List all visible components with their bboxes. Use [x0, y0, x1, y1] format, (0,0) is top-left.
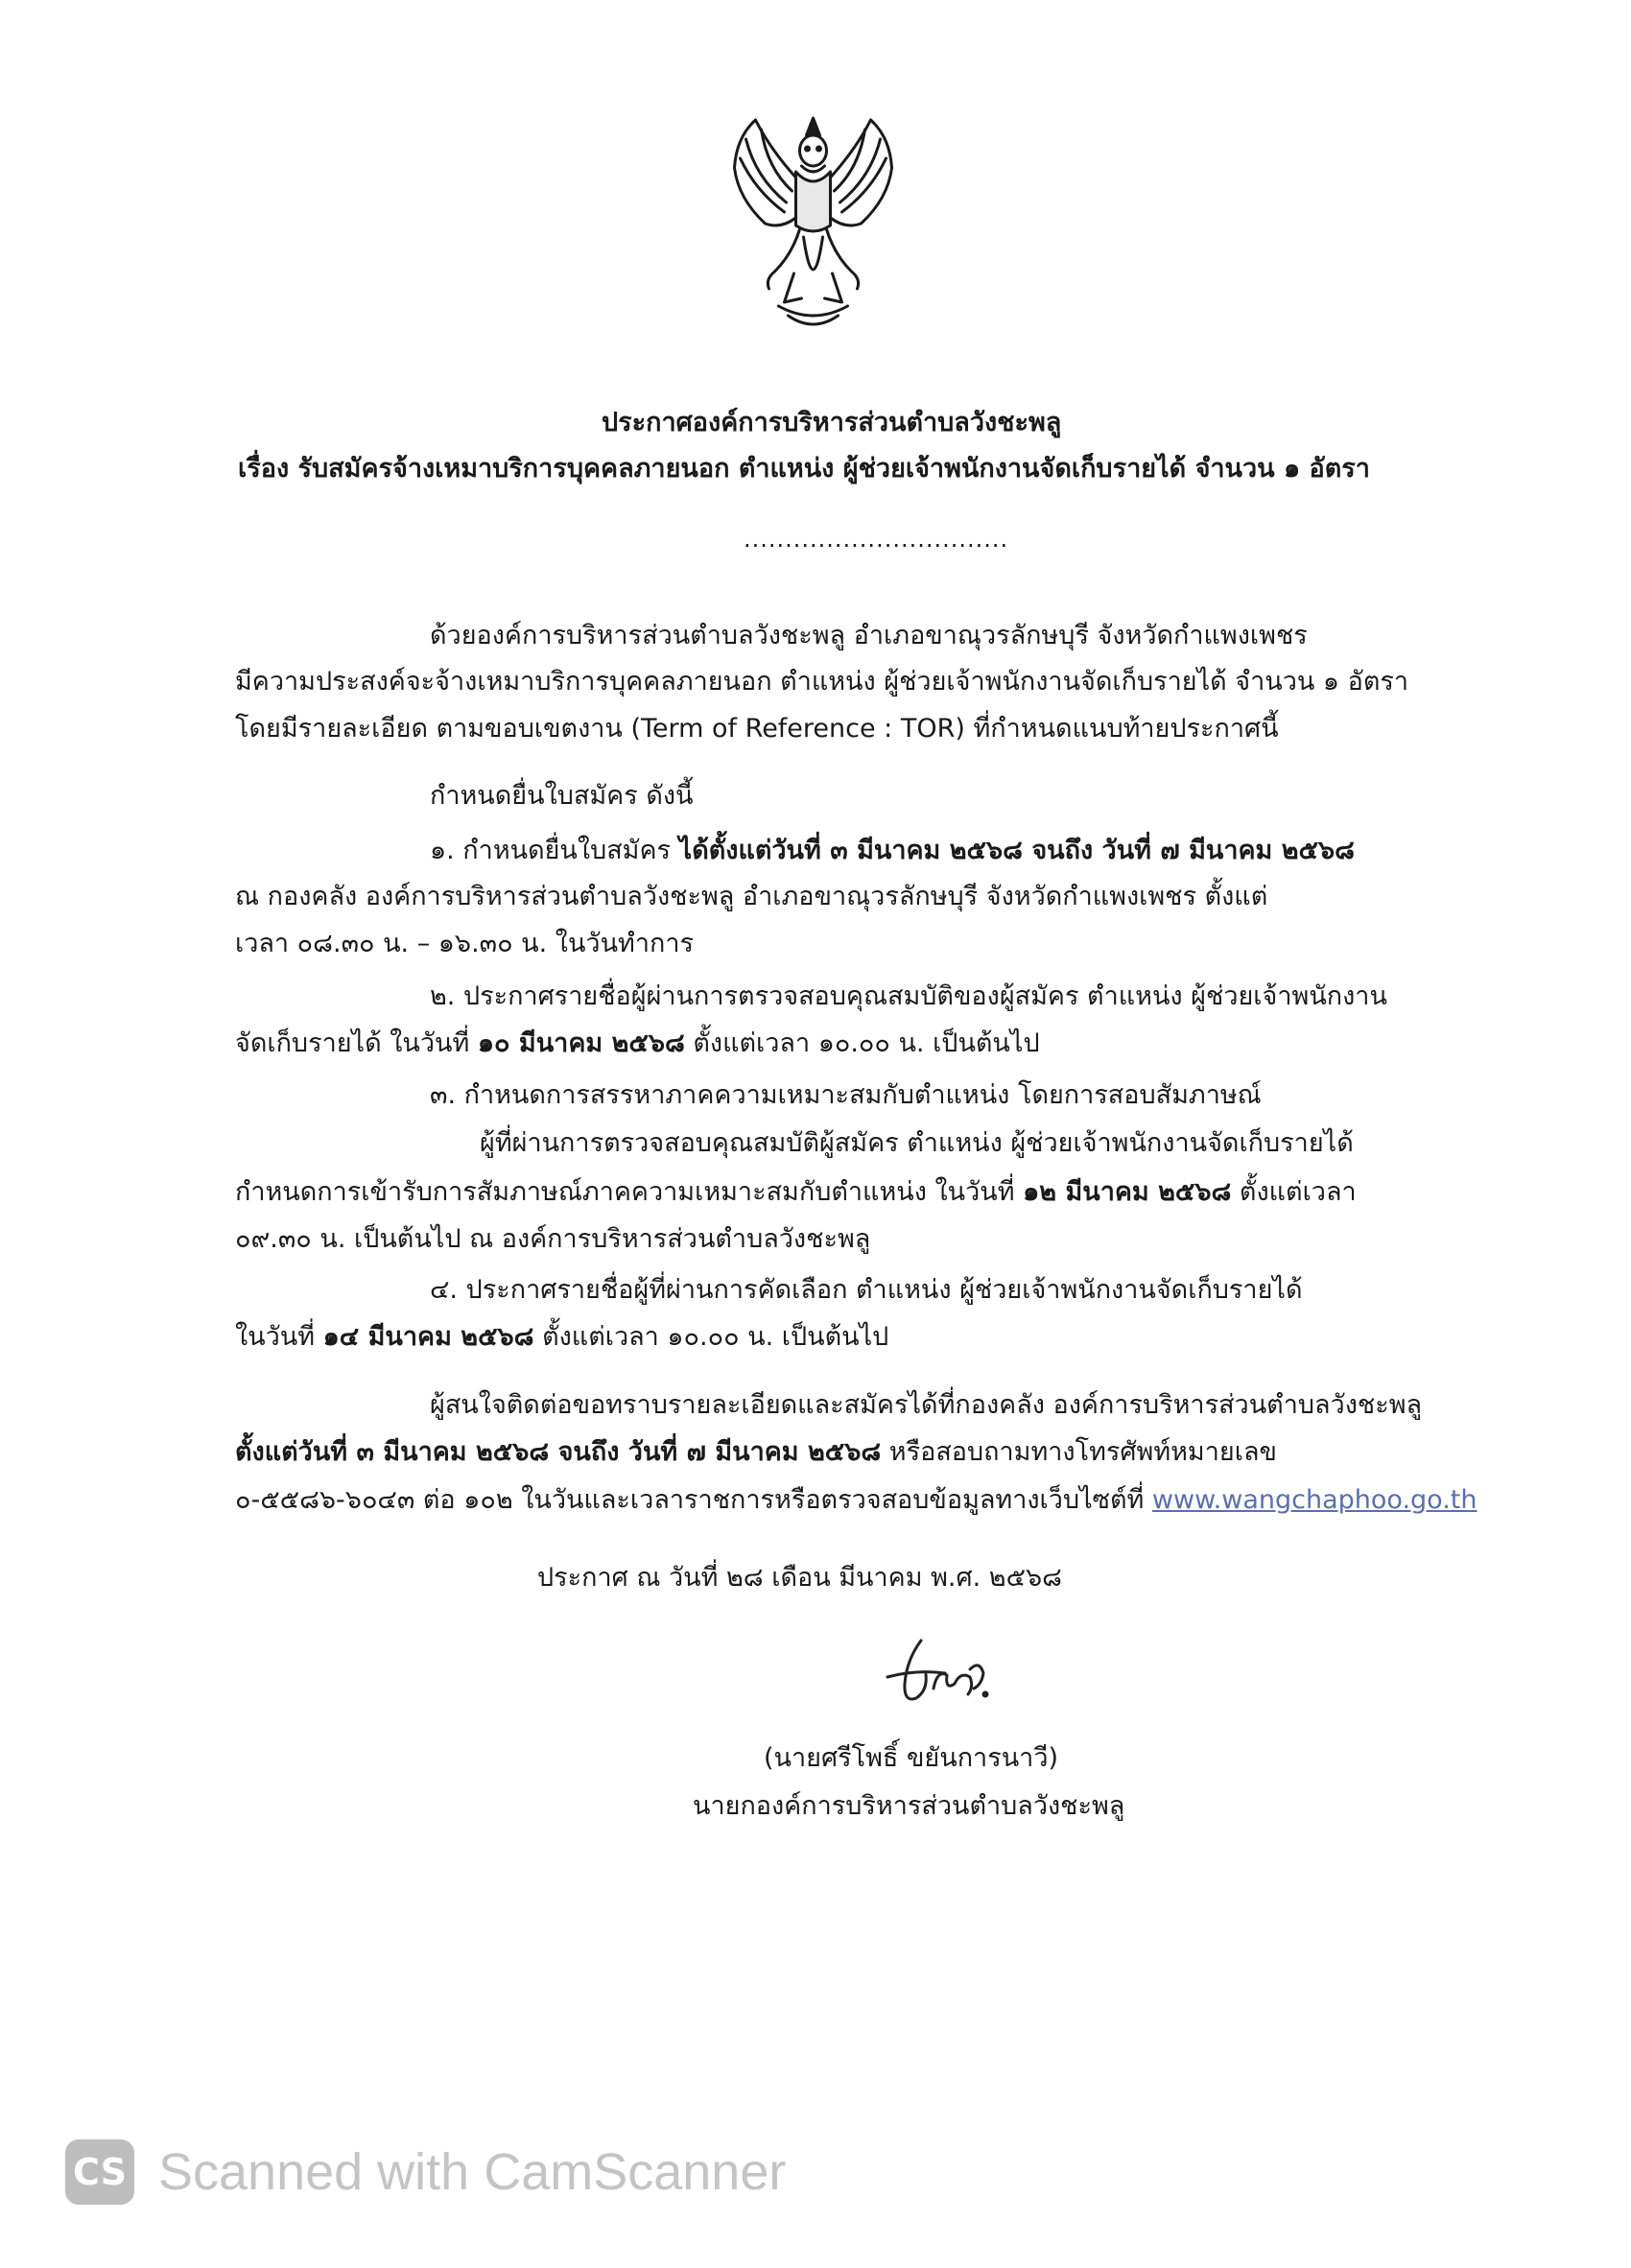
item-4-line-1: ๔. ประกาศรายชื่อผู้ที่ผ่านการคัดเลือก ตำแหน่ง ผู้ช่วยเจ้าพนักงานจัดเก็บรายได้: [430, 1275, 1303, 1305]
title-divider: ................................: [744, 526, 1009, 553]
item-3-line-2: ผู้ที่ผ่านการตรวจสอบคุณสมบัติผู้สมัคร ตำแหน่ง ผู้ช่วยเจ้าพนักงานจัดเก็บรายได้: [480, 1128, 1354, 1158]
contact-phone-label: หรือสอบถามทางโทรศัพท์หมายเลข: [881, 1437, 1277, 1467]
item-1-label: ๑. กำหนดยื่นใบสมัคร: [430, 836, 679, 865]
announcement-title: ประกาศองค์การบริหารส่วนตำบลวังชะพลู: [602, 408, 1062, 437]
schedule-heading: กำหนดยื่นใบสมัคร ดังนี้: [430, 781, 694, 811]
item-3-line-4: ๐๙.๓๐ น. เป็นต้นไป ณ องค์การบริหารส่วนตำบลวังชะพลู: [235, 1224, 871, 1254]
contact-dates: ตั้งแต่วันที่ ๓ มีนาคม ๒๕๖๘ จนถึง วันที่ ๗ มีนาคม ๒๕๖๘: [235, 1437, 882, 1467]
intro-line-1: ด้วยองค์การบริหารส่วนตำบลวังชะพลู อำเภอขาณุวรลักษบุรี จังหวัดกำแพงเพชร: [430, 621, 1308, 650]
item-3-text: กำหนดการเข้ารับการสัมภาษณ์ภาคความเหมาะสมกับตำแหน่ง ในวันที่: [235, 1177, 1024, 1207]
item-1-line-3: เวลา ๐๘.๓๐ น. – ๑๖.๓๐ น. ในวันทำการ: [235, 929, 695, 958]
item-4-line-2: [235, 1321, 888, 1354]
camscanner-logo: CS: [65, 2139, 134, 2205]
item-3-date: ๑๒ มีนาคม ๒๕๖๘: [1023, 1177, 1232, 1207]
camscanner-watermark: Scanned with CamScanner: [158, 2143, 787, 2201]
intro-line-2: มีความประสงค์จะจ้างเหมาบริการบุคคลภายนอก ตำแหน่ง ผู้ช่วยเจ้าพนักงานจัดเก็บรายได้ จำนวน ๑ อัตรา: [235, 667, 1409, 697]
contact-phone-text: ๐-๕๕๘๖-๖๐๔๓ ต่อ ๑๐๒ ในวันและเวลาราชการหรือตรวจสอบข้อมูลทางเว็บไซต์ที่: [235, 1485, 1152, 1515]
website-link[interactable]: www.wangchaphoo.go.th: [1151, 1485, 1477, 1515]
item-2-line-2: [235, 1028, 1040, 1060]
announcement-subject: เรื่อง รับสมัครจ้างเหมาบริการบุคคลภายนอก ตำแหน่ง ผู้ช่วยเจ้าพนักงานจัดเก็บรายได้ จำนวน ๑ อัตรา: [238, 454, 1370, 484]
item-1-line-2: ณ กองคลัง องค์การบริหารส่วนตำบลวังชะพลู อำเภอขาณุวรลักษบุรี จังหวัดกำแพงเพชร ตั้งแต่: [235, 882, 1268, 911]
item-4-text: ในวันที่: [235, 1322, 323, 1352]
item-4-date: ๑๔ มีนาคม ๒๕๖๘: [322, 1322, 534, 1352]
item-1-dates: ได้ตั้งแต่วันที่ ๓ มีนาคม ๒๕๖๘ จนถึง วันที่ ๗ มีนาคม ๒๕๖๘: [678, 836, 1355, 865]
item-4-time: ตั้งแต่เวลา ๑๐.๐๐ น. เป็นต้นไป: [533, 1322, 889, 1352]
item-3-line-1: ๓. กำหนดการสรรหาภาคความเหมาะสมกับตำแหน่ง โดยการสอบสัมภาษณ์: [430, 1080, 1262, 1110]
item-1-line-1: [430, 835, 1355, 867]
item-3-line-3: [235, 1176, 1357, 1209]
intro-line-3: โดยมีรายละเอียด ตามขอบเขตงาน (Term of Reference : TOR) ที่กำหนดแนบท้ายประกาศนี้: [235, 714, 1279, 744]
contact-line-3: [235, 1484, 1477, 1517]
item-3-time: ตั้งแต่เวลา: [1231, 1177, 1357, 1207]
item-2-text: จัดเก็บรายได้ ในวันที่: [235, 1028, 478, 1058]
garuda-emblem-icon: [715, 110, 911, 341]
announce-date: ประกาศ ณ วันที่ ๒๘ เดือน มีนาคม พ.ศ. ๒๕๖๘: [537, 1563, 1062, 1593]
signer-name: (นายศรีโพธิ์ ขยันการนาวี): [764, 1743, 1059, 1773]
signer-position: นายกองค์การบริหารส่วนตำบลวังชะพลู: [693, 1791, 1125, 1821]
contact-line-2: [235, 1436, 1277, 1469]
contact-line-1: ผู้สนใจติดต่อขอทราบรายละเอียดและสมัครได้ที่กองคลัง องค์การบริหารส่วนตำบลวังชะพลู: [430, 1390, 1423, 1420]
item-2-date: ๑๐ มีนาคม ๒๕๖๘: [477, 1028, 685, 1058]
item-2-time: ตั้งแต่เวลา ๑๐.๐๐ น. เป็นต้นไป: [684, 1028, 1040, 1058]
item-2-line-1: ๒. ประกาศรายชื่อผู้ผ่านการตรวจสอบคุณสมบัติของผู้สมัคร ตำแหน่ง ผู้ช่วยเจ้าพนักงาน: [430, 981, 1387, 1011]
signature-icon: [878, 1631, 998, 1722]
